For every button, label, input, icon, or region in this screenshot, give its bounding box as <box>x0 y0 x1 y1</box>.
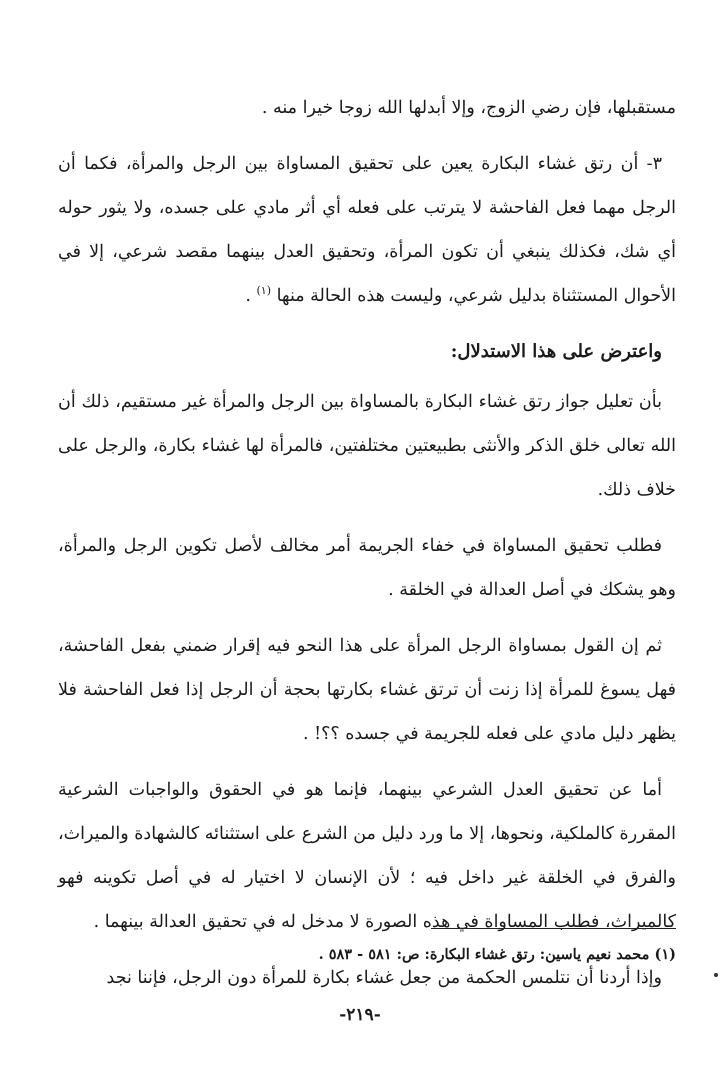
paragraph-objection-3: ثم إن القول بمساواة الرجل المرأة على هذا النحو فيه إقرار ضمني بفعل الفاحشة، فهل يسوغ للمرأة إذا زنت أن ترتق غشاء بكارتها بحجة أن الرجل إذا فعل الفاحشة فلا يظهر دليل مادي على فعله للجريمة في جسده ؟؟! . <box>58 636 676 744</box>
page-number: -٢١٩- <box>339 1005 381 1025</box>
paragraph-continuation: مستقبلها، فإن رضي الزوج، وإلا أبدلها الله زوجا خيرا منه . <box>261 98 676 118</box>
page-body <box>58 86 676 1012</box>
paragraph-point-3-text: ٣- أن رتق غشاء البكارة يعين على تحقيق المساواة بين الرجل والمرأة، فكما أن الرجل مهما فعل الفاحشة لا يترتب على فعله أي أثر مادي على جسده، ولا يثور حوله أي شك، فكذلك ينبغي أن تكون المرأة، وتحقيق العدل بينهما مقصد شرعي، إلا في الأحوال المستثناة بدليل شرعي، وليست هذه الحالة منها <box>58 154 676 306</box>
paragraph-point-3-tail: . <box>245 286 257 306</box>
paragraph-objection-4: أما عن تحقيق العدل الشرعي بينهما، فإنما هو في الحقوق والواجبات الشرعية المقررة كالملكية، ونحوها، إلا ما ورد دليل من الشرع على استثنائه كالشهادة والميراث، والفرق في الخلقة غير داخل فيه ؛ لأن الإنسان لا اختيار له في أصل تكوينه فهو كالميراث، فطلب المساواة في هذه الصورة لا مدخل له في تحقيق العدالة بينهما . <box>58 780 676 932</box>
footnote: (١) محمد نعيم ياسين: رتق غشاء البكارة: ص: ٥٨١ - ٥٨٣ . <box>318 946 676 963</box>
footnote-divider <box>431 928 676 929</box>
paragraph-objection-2: فطلب تحقيق المساواة في خفاء الجريمة أمر مخالف لأصل تكوين الرجل والمرأة، وهو يشكك في أصل العدالة في الخلقة . <box>58 536 676 600</box>
section-heading-objection: واعترض على هذا الاستدلال: <box>450 341 662 362</box>
margin-dot <box>714 973 718 977</box>
paragraph-point-3 <box>58 142 676 318</box>
footnote-reference: (١) <box>256 284 271 298</box>
paragraph-wisdom: وإذا أردنا أن نتلمس الحكمة من جعل غشاء بكارة للمرأة دون الرجل، فإننا نجد <box>106 968 662 988</box>
paragraph-objection-1: بأن تعليل جواز رتق غشاء البكارة بالمساواة بين الرجل والمرأة غير مستقيم، ذلك أن الله تعالى خلق الذكر والأنثى بطبيعتين مختلفتين، فالمرأة لها غشاء بكارة، والرجل على خلاف ذلك. <box>58 392 676 500</box>
